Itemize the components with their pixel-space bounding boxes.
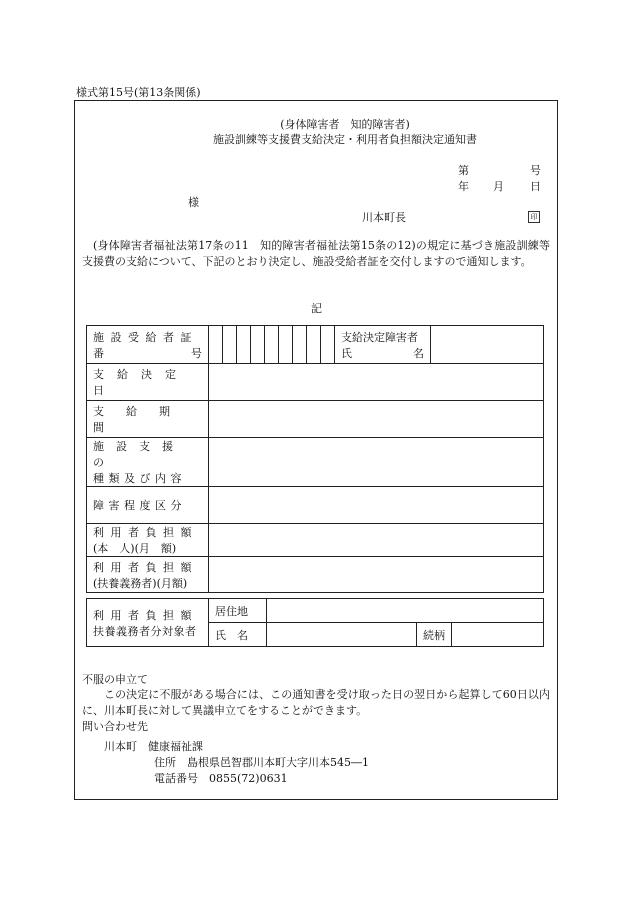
objection-heading: 不服の申立て [82,673,148,686]
body-paragraph [82,238,550,269]
table-row [87,487,544,524]
disability-level-label: 障害程度区分 [87,487,209,524]
disabled-name-label: 支給決定障害者 氏 名 [335,326,431,364]
cert-digit-cell[interactable] [209,326,223,364]
decision-table [86,325,544,593]
body-text: (身体障害者福祉法第17条の11 知的障害者福祉法第15条の12)の規定に基づき施設訓練等支援費の支給について、下記のとおり決定し、施設受給者証を交付しますので通知します。 [82,239,550,268]
inquiry-heading: 問い合わせ先 [82,720,148,733]
inquiry-address: 住所 島根県邑智郡川本町大字川本545―1 [154,756,369,769]
support-type-label: 施設支援の 種類及び内容 [87,438,209,487]
disabled-name-value[interactable] [431,326,544,364]
disability-level-value[interactable] [209,487,544,524]
address-value[interactable] [267,599,544,623]
date-month: 月 [493,180,504,193]
table-row [87,401,544,438]
burden-dependent-label: 利用者負担額 (扶養義務者)(月額) [87,557,209,593]
title-line1: (身体障害者 知的障害者) [280,118,410,131]
cert-digit-cell[interactable] [307,326,321,364]
cert-digit-cell[interactable] [279,326,293,364]
table-row [87,364,544,401]
date-day: 日 [530,180,541,193]
name-value[interactable] [267,623,417,647]
name-label: 氏 名 [209,623,267,647]
table-row [87,599,544,623]
support-type-value[interactable] [209,438,544,487]
cert-number-label [87,326,209,364]
seal-mark [528,209,540,223]
cert-digit-cell[interactable] [265,326,279,364]
cert-digit-cell[interactable] [293,326,307,364]
period-value[interactable] [209,401,544,438]
table-row [87,326,544,364]
address-label: 居住地 [209,599,267,623]
addressee-suffix: 様 [188,196,199,209]
burden-self-value[interactable] [209,524,544,557]
number-go: 号 [530,164,541,177]
table-row [87,557,544,593]
period-label: 支給期間 [87,401,209,438]
number-dai: 第 [458,164,469,177]
table-row [87,438,544,487]
dependent-target-label: 利用者負担額 扶養義務者分対象者 [87,599,209,647]
cert-label-line2: 番 号 [93,346,202,360]
seal-icon: 印 [528,211,540,223]
cert-digit-cell[interactable] [237,326,251,364]
relation-label: 続柄 [417,623,452,647]
decision-date-label: 支給決定日 [87,364,209,401]
relation-value[interactable] [452,623,544,647]
decision-date-value[interactable] [209,364,544,401]
dependent-table [86,598,544,647]
inquiry-org: 川本町 健康福祉課 [104,740,203,753]
form-number-label: 様式第15号(第13条関係) [76,86,201,99]
burden-dependent-value[interactable] [209,557,544,593]
burden-self-label: 利用者負担額 (本 人)(月 額) [87,524,209,557]
date-year: 年 [458,180,469,193]
issuer: 川本町長 [362,211,406,224]
title-line2: 施設訓練等支援費支給決定・利用者負担額決定通知書 [213,133,477,146]
objection-text: この決定に不服がある場合には、この通知書を受け取った日の翌日から起算して60日以内に、川本町長に対して異議申立てをすることができます。 [82,688,550,717]
table-row [87,524,544,557]
ki-heading: 記 [311,302,322,315]
cert-digit-cell[interactable] [321,326,335,364]
cert-digit-cell[interactable] [251,326,265,364]
inquiry-phone: 電話番号 0855(72)0631 [154,772,288,785]
cert-label-line1: 施設受給者証 [93,330,198,344]
cert-digit-cell[interactable] [223,326,237,364]
